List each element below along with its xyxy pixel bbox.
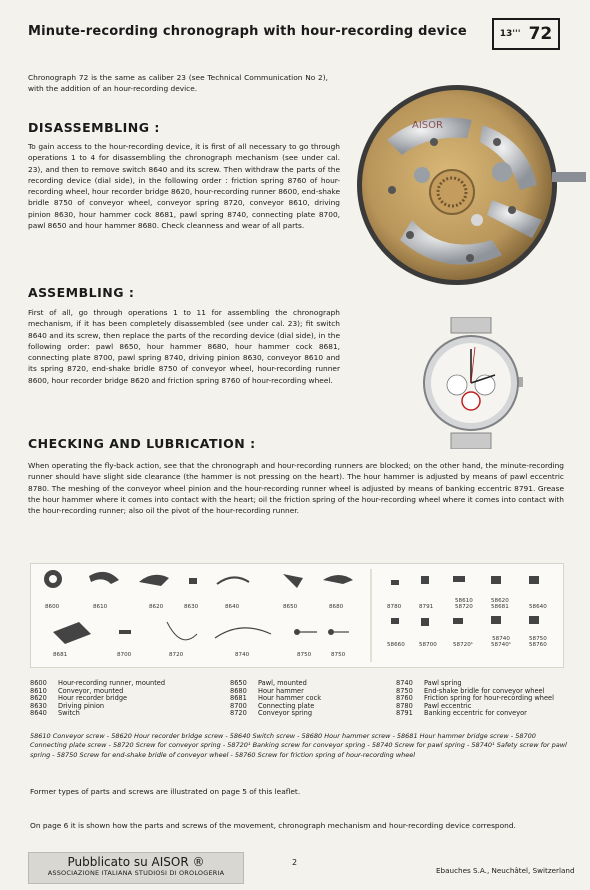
screw-label: 58640 xyxy=(529,604,547,610)
caliber-box xyxy=(492,18,560,50)
legend-col-1: 8600 Hour-recording runner, mounted 8610 Conveyor, mounted 8620 Hour recorder bridge 8630 Driving pinion 8640 Switch xyxy=(30,679,166,718)
assembling-text: First of all, go through operations 1 to 11 for assembling the chronograph mechanism, if it has been completely disassembled (see under cal. 23); fit switch 8640 and its screw, then replace the parts of the recording device (dial side), in the following order: pawl 8650, hour hammer 8680, hour hammer cock 8681, connecting plate 8700, pawl spring 8740, driving pinion 8630, conveyor 8610 and its spring 8720, end-shake bridle 8750 of conveyor wheel, hour-recording runner 8600, hour recorder bridge 8620 and friction spring 8760 of hour-recording wheel. xyxy=(28,308,340,385)
part-label: 8720 xyxy=(169,652,184,658)
part-label: 8681 xyxy=(53,652,68,658)
watch-illustration xyxy=(415,317,525,449)
part-label: 8640 xyxy=(225,604,240,610)
part-label: 8700 xyxy=(117,652,132,658)
screw-label: 58750 58760 xyxy=(529,636,547,648)
screw-label: 58620 58681 xyxy=(491,598,509,610)
screw-label: 58700 xyxy=(419,642,437,648)
checking-text: When operating the fly-back action, see that the chronograph and hour-recording runners are blocked; on the other hand, the minute-recording runner should have slight side clearance (the hammer is not pressing on the heart). The hour hammer is adjusted by means of pawl eccentric 8780. The meshing of the conveyor wheel pinion and the hour-recording runner wheel is adjusted by means of banking eccentric 8791. Grease the hour hammer where it comes into contact with the heart; oil the friction spring of the hour-recording wheel where it comes into contact with the hour-recording runner; also oil the pivot of the hour-recording runner. xyxy=(28,461,564,516)
aisor-stamp xyxy=(28,852,244,884)
checking-heading: CHECKING AND LUBRICATION : xyxy=(28,436,256,451)
part-label: 8600 xyxy=(45,604,60,610)
screw-label: 58610 58720 xyxy=(455,598,473,610)
note-correspondence: On page 6 it is shown how the parts and screws of the movement, chronograph mechanism and hour-recording device correspond. xyxy=(30,821,516,830)
caliber-number: 72 xyxy=(528,24,553,44)
screw-label: 8780 xyxy=(387,604,402,610)
legend-col-3: 8740 Pawl spring 8750 End-shake bridle for conveyor wheel 8760 Friction spring for hour-recording wheel 8780 Pawl eccentric 8791 Banking eccentric for conveyor xyxy=(396,679,554,718)
screw-label: 58660 xyxy=(387,642,405,648)
movement-illustration xyxy=(352,80,590,295)
publisher-line: Ebauches S.A., Neuchâtel, Switzerland xyxy=(436,866,575,875)
part-label: 8610 xyxy=(93,604,108,610)
screws-legend: 58610 Conveyor screw - 58620 Hour recorder bridge screw - 58640 Switch screw - 58680 Hour hammer screw - 58681 Hour hammer bridge screw - 58700 Connecting plate screw - 58720 Screw for conveyor spring - 58720¹ Banking screw for conveyor spring - 58740 Screw for pawl spring - 58740¹ Safety screw for pawl spring - 58750 Screw for end-shake bridle of conveyor wheel - 58760 Screw for friction spring of hour-recording wheel xyxy=(30,732,567,759)
intro-text: Chronograph 72 is the same as caliber 23 (see Technical Communication No 2), with the addition of an hour-recording device. xyxy=(28,73,328,94)
stamp-title: Pubblicato su AISOR ® xyxy=(67,855,205,869)
parts-illustration xyxy=(30,563,564,668)
screw-label: 8791 xyxy=(419,604,434,610)
legend-col-2: 8650 Pawl, mounted 8680 Hour hammer 8681 Hour hammer cock 8700 Connecting plate 8720 Conveyor spring xyxy=(230,679,322,718)
disassembling-heading: DISASSEMBLING : xyxy=(28,120,160,135)
part-label: 8650 xyxy=(283,604,298,610)
page-number: 2 xyxy=(292,858,298,867)
note-former-types: Former types of parts and screws are illustrated on page 5 of this leaflet. xyxy=(30,787,301,796)
part-label: 8750 xyxy=(297,652,312,658)
stamp-subtitle: ASSOCIAZIONE ITALIANA STUDIOSI DI OROLOGERIA xyxy=(47,869,225,877)
part-label: 8750 xyxy=(331,652,346,658)
page-title: Minute-recording chronograph with hour-recording device xyxy=(28,24,467,39)
screw-label: 58720¹ xyxy=(453,642,474,648)
disassembling-text: To gain access to the hour-recording device, it is first of all necessary to go through operations 1 to 4 for disassembling the chronograph mechanism (see under cal. 23), and then to remove switch 8640 and its screw. Then withdraw the parts of the recording device (dial side), in the following order : friction spring 8760 of hour-recording wheel, hour recorder bridge 8620, hour-recording runner 8600, end-shake bridle 8750 of conveyor wheel, conveyor spring 8720, conveyor 8610, driving pinion 8630, hour hammer cock 8681, pawl spring 8740, connecting plate 8700, pawl 8650 and hour hammer 8680. Check cleanness and wear of all parts. xyxy=(28,142,340,231)
screw-label: 58740 58740¹ xyxy=(491,636,512,648)
watermark-text: AISOR xyxy=(412,120,443,131)
assembling-heading: ASSEMBLING : xyxy=(28,285,135,300)
part-label: 8680 xyxy=(329,604,344,610)
part-label: 8620 xyxy=(149,604,164,610)
size-label: 13''' xyxy=(499,29,521,39)
part-label: 8740 xyxy=(235,652,250,658)
part-label: 8630 xyxy=(184,604,199,610)
